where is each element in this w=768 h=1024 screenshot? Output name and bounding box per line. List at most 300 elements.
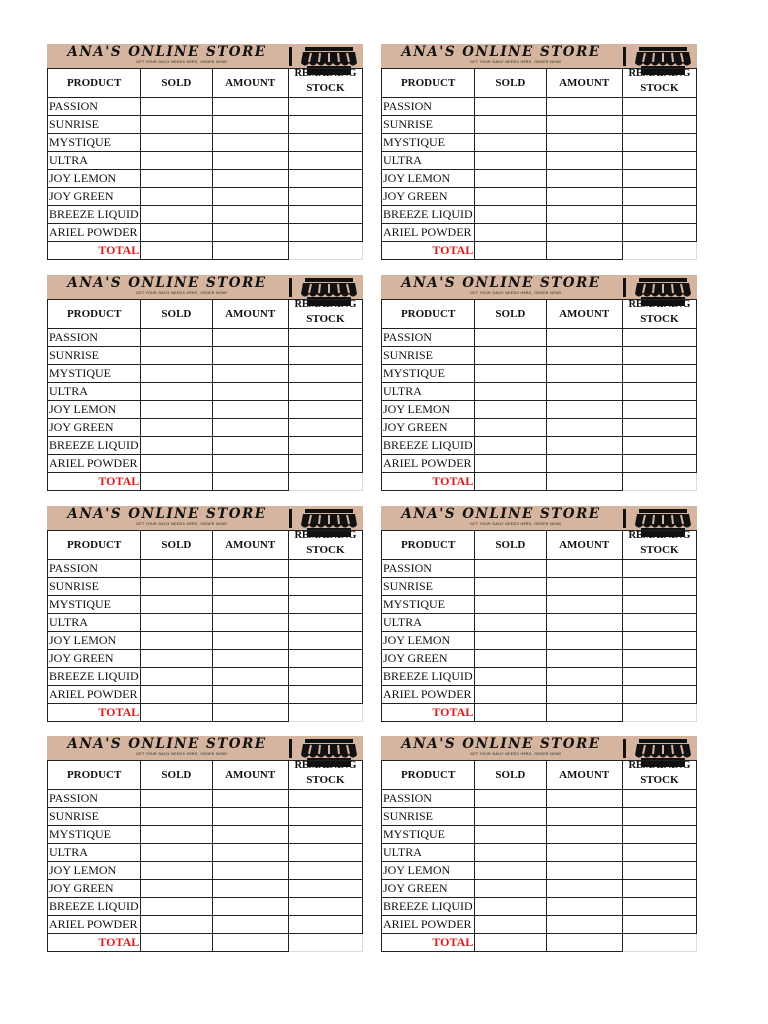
sold-cell[interactable] [475,401,546,419]
sold-cell[interactable] [475,614,546,632]
remaining-stock-cell[interactable] [288,898,362,916]
sold-cell[interactable] [475,365,546,383]
sold-cell[interactable] [141,614,212,632]
sold-cell[interactable] [475,898,546,916]
product-name: MYSTIQUE [382,826,475,844]
sold-cell[interactable] [141,898,212,916]
product-name: SUNRISE [48,347,141,365]
amount-cell[interactable] [212,329,288,347]
header-sold: SOLD [141,761,212,790]
sold-cell[interactable] [141,347,212,365]
amount-cell[interactable] [212,419,288,437]
store-banner [381,44,697,68]
product-row [48,206,363,224]
total-sold-cell[interactable] [475,704,546,722]
product-row [48,170,363,188]
product-name: MYSTIQUE [48,596,141,614]
store-banner [381,275,697,299]
store-title: ANA'S ONLINE STORE [67,736,267,752]
amount-cell[interactable] [212,596,288,614]
product-row [382,116,697,134]
banner-divider [623,47,626,66]
sold-cell[interactable] [141,578,212,596]
remaining-stock-cell[interactable] [288,560,362,578]
remaining-stock-cell[interactable] [622,916,696,934]
store-tagline: GET YOUR DAILY NEEDS HERE, ORDER NOW! [470,60,562,64]
amount-cell[interactable] [546,383,622,401]
product-row [382,686,697,704]
product-name: ARIEL POWDER [48,916,141,934]
amount-cell[interactable] [212,206,288,224]
remaining-stock-cell[interactable] [288,116,362,134]
amount-cell[interactable] [546,880,622,898]
total-remaining-cell [288,473,362,491]
header-remaining-line2: STOCK [306,774,345,786]
product-name: JOY GREEN [382,650,475,668]
remaining-stock-cell[interactable] [288,808,362,826]
remaining-stock-cell[interactable] [288,437,362,455]
sold-cell[interactable] [141,650,212,668]
amount-cell[interactable] [546,419,622,437]
remaining-stock-cell[interactable] [622,206,696,224]
amount-cell[interactable] [546,401,622,419]
store-tagline: GET YOUR DAILY NEEDS HERE, ORDER NOW! [136,291,228,295]
sold-cell[interactable] [141,844,212,862]
total-row [48,704,363,722]
amount-cell[interactable] [546,596,622,614]
product-name: MYSTIQUE [382,596,475,614]
product-name: JOY LEMON [382,401,475,419]
remaining-stock-cell[interactable] [288,650,362,668]
sold-cell[interactable] [141,668,212,686]
product-name: BREEZE LIQUID [382,668,475,686]
remaining-stock-cell[interactable] [288,916,362,934]
sold-cell[interactable] [141,916,212,934]
total-amount-cell[interactable] [212,704,288,722]
header-remaining-stock [288,300,362,329]
product-row [382,224,697,242]
remaining-stock-cell[interactable] [288,844,362,862]
sold-cell[interactable] [141,808,212,826]
product-row [382,650,697,668]
sold-cell[interactable] [475,578,546,596]
product-row [382,152,697,170]
header-remaining-line2: STOCK [640,544,679,556]
product-name: ARIEL POWDER [382,455,475,473]
remaining-stock-cell[interactable] [288,365,362,383]
total-sold-cell[interactable] [141,704,212,722]
sold-cell[interactable] [475,134,546,152]
remaining-stock-cell[interactable] [288,329,362,347]
amount-cell[interactable] [546,152,622,170]
amount-cell[interactable] [212,826,288,844]
sold-cell[interactable] [141,419,212,437]
amount-cell[interactable] [212,188,288,206]
amount-cell[interactable] [546,560,622,578]
sold-cell[interactable] [475,880,546,898]
total-sold-cell[interactable] [475,473,546,491]
sold-cell[interactable] [141,560,212,578]
product-row [48,116,363,134]
amount-cell[interactable] [212,578,288,596]
total-amount-cell[interactable] [212,242,288,260]
amount-cell[interactable] [212,632,288,650]
amount-cell[interactable] [546,206,622,224]
product-name: BREEZE LIQUID [382,206,475,224]
remaining-stock-cell[interactable] [622,116,696,134]
remaining-stock-cell[interactable] [622,365,696,383]
sold-cell[interactable] [475,170,546,188]
product-row [48,383,363,401]
sold-cell[interactable] [475,437,546,455]
remaining-stock-cell[interactable] [288,134,362,152]
amount-cell[interactable] [212,916,288,934]
remaining-stock-cell[interactable] [622,437,696,455]
total-label: TOTAL [48,473,141,491]
sold-cell[interactable] [475,916,546,934]
total-remaining-cell [288,242,362,260]
remaining-stock-cell[interactable] [288,826,362,844]
remaining-stock-cell[interactable] [288,401,362,419]
amount-cell[interactable] [212,170,288,188]
store-title: ANA'S ONLINE STORE [401,275,601,291]
sold-cell[interactable] [475,862,546,880]
sold-cell[interactable] [141,826,212,844]
sold-cell[interactable] [475,347,546,365]
total-sold-cell[interactable] [475,242,546,260]
remaining-stock-cell[interactable] [288,383,362,401]
amount-cell[interactable] [546,916,622,934]
banner-divider [289,47,292,66]
product-row [48,560,363,578]
amount-cell[interactable] [212,668,288,686]
amount-cell[interactable] [212,455,288,473]
product-name: JOY LEMON [48,632,141,650]
amount-cell[interactable] [212,347,288,365]
amount-cell[interactable] [546,826,622,844]
header-remaining-line1: REMAINING [294,760,357,771]
total-amount-cell[interactable] [212,934,288,952]
remaining-stock-cell[interactable] [288,224,362,242]
product-row [382,578,697,596]
product-name: ULTRA [382,844,475,862]
amount-cell[interactable] [212,614,288,632]
remaining-stock-cell[interactable] [622,401,696,419]
sold-cell[interactable] [141,632,212,650]
product-name: SUNRISE [382,808,475,826]
total-row [382,473,697,491]
total-label: TOTAL [382,934,475,952]
sold-cell[interactable] [475,668,546,686]
remaining-stock-cell[interactable] [622,650,696,668]
amount-cell[interactable] [546,329,622,347]
sold-cell[interactable] [475,650,546,668]
sold-cell[interactable] [141,134,212,152]
remaining-stock-cell[interactable] [622,844,696,862]
order-table [47,68,363,260]
banner-divider [289,739,292,758]
header-product: PRODUCT [382,69,475,98]
remaining-stock-cell[interactable] [288,188,362,206]
total-amount-cell[interactable] [546,242,622,260]
product-row [48,98,363,116]
header-remaining-line2: STOCK [640,774,679,786]
product-row [48,401,363,419]
store-tagline: GET YOUR DAILY NEEDS HERE, ORDER NOW! [136,60,228,64]
header-remaining-line1: REMAINING [294,299,357,310]
remaining-stock-cell[interactable] [622,898,696,916]
remaining-stock-cell[interactable] [622,455,696,473]
product-name: PASSION [48,560,141,578]
amount-cell[interactable] [546,632,622,650]
sold-cell[interactable] [141,596,212,614]
product-row [48,826,363,844]
header-remaining-line1: REMAINING [294,68,357,79]
remaining-stock-cell[interactable] [622,790,696,808]
total-sold-cell[interactable] [141,473,212,491]
sold-cell[interactable] [141,116,212,134]
remaining-stock-cell[interactable] [288,98,362,116]
total-sold-cell[interactable] [141,242,212,260]
amount-cell[interactable] [546,116,622,134]
amount-cell[interactable] [546,808,622,826]
amount-cell[interactable] [212,898,288,916]
amount-cell[interactable] [546,347,622,365]
product-row [382,632,697,650]
header-product: PRODUCT [48,69,141,98]
amount-cell[interactable] [546,98,622,116]
total-label: TOTAL [382,473,475,491]
amount-cell[interactable] [212,844,288,862]
remaining-stock-cell[interactable] [288,170,362,188]
sold-cell[interactable] [475,790,546,808]
amount-cell[interactable] [546,650,622,668]
amount-cell[interactable] [212,686,288,704]
sold-cell[interactable] [141,862,212,880]
sold-cell[interactable] [141,455,212,473]
remaining-stock-cell[interactable] [622,560,696,578]
remaining-stock-cell[interactable] [288,206,362,224]
product-name: BREEZE LIQUID [48,898,141,916]
remaining-stock-cell[interactable] [622,98,696,116]
amount-cell[interactable] [212,365,288,383]
amount-cell[interactable] [546,134,622,152]
remaining-stock-cell[interactable] [288,668,362,686]
remaining-stock-cell[interactable] [288,862,362,880]
order-table [381,68,697,260]
sold-cell[interactable] [475,826,546,844]
remaining-stock-cell[interactable] [622,578,696,596]
remaining-stock-cell[interactable] [288,686,362,704]
product-name: BREEZE LIQUID [48,206,141,224]
amount-cell[interactable] [212,650,288,668]
sold-cell[interactable] [475,844,546,862]
sold-cell[interactable] [141,401,212,419]
sold-cell[interactable] [475,419,546,437]
sold-cell[interactable] [141,170,212,188]
remaining-stock-cell[interactable] [622,668,696,686]
product-name: SUNRISE [382,116,475,134]
remaining-stock-cell[interactable] [288,347,362,365]
sold-cell[interactable] [475,455,546,473]
product-name: PASSION [48,329,141,347]
sold-cell[interactable] [475,329,546,347]
sold-cell[interactable] [141,790,212,808]
remaining-stock-cell[interactable] [622,134,696,152]
total-amount-cell[interactable] [546,934,622,952]
product-row [48,898,363,916]
remaining-stock-cell[interactable] [622,632,696,650]
remaining-stock-cell[interactable] [288,152,362,170]
amount-cell[interactable] [546,224,622,242]
amount-cell[interactable] [546,614,622,632]
amount-cell[interactable] [546,862,622,880]
header-remaining-stock [288,69,362,98]
sold-cell[interactable] [475,206,546,224]
header-sold: SOLD [475,761,546,790]
sold-cell[interactable] [141,880,212,898]
amount-cell[interactable] [212,790,288,808]
product-row [382,365,697,383]
amount-cell[interactable] [212,862,288,880]
sold-cell[interactable] [141,206,212,224]
sold-cell[interactable] [141,686,212,704]
sold-cell[interactable] [141,329,212,347]
amount-cell[interactable] [546,455,622,473]
remaining-stock-cell[interactable] [288,596,362,614]
banner-divider [623,739,626,758]
remaining-stock-cell[interactable] [622,419,696,437]
remaining-stock-cell[interactable] [622,614,696,632]
sold-cell[interactable] [141,383,212,401]
amount-cell[interactable] [212,808,288,826]
remaining-stock-cell[interactable] [622,383,696,401]
header-amount: AMOUNT [212,69,288,98]
amount-cell[interactable] [546,578,622,596]
product-row [48,578,363,596]
sold-cell[interactable] [475,116,546,134]
remaining-stock-cell[interactable] [622,188,696,206]
remaining-stock-cell[interactable] [622,329,696,347]
sold-cell[interactable] [141,437,212,455]
amount-cell[interactable] [546,437,622,455]
remaining-stock-cell[interactable] [288,419,362,437]
product-row [48,916,363,934]
sold-cell[interactable] [475,632,546,650]
amount-cell[interactable] [212,152,288,170]
sold-cell[interactable] [475,152,546,170]
product-name: ULTRA [48,383,141,401]
remaining-stock-cell[interactable] [622,686,696,704]
banner-divider [289,278,292,297]
header-product: PRODUCT [382,531,475,560]
amount-cell[interactable] [546,188,622,206]
header-amount: AMOUNT [546,531,622,560]
sold-cell[interactable] [141,188,212,206]
remaining-stock-cell[interactable] [288,578,362,596]
total-label: TOTAL [382,704,475,722]
product-row [382,826,697,844]
total-sold-cell[interactable] [475,934,546,952]
amount-cell[interactable] [212,98,288,116]
amount-cell[interactable] [212,383,288,401]
amount-cell[interactable] [546,898,622,916]
store-banner [47,736,363,760]
sold-cell[interactable] [475,560,546,578]
product-name: JOY LEMON [382,170,475,188]
amount-cell[interactable] [212,401,288,419]
amount-cell[interactable] [212,134,288,152]
remaining-stock-cell[interactable] [288,455,362,473]
amount-cell[interactable] [546,686,622,704]
total-sold-cell[interactable] [141,934,212,952]
sold-cell[interactable] [475,383,546,401]
amount-cell[interactable] [212,560,288,578]
sold-cell[interactable] [141,98,212,116]
remaining-stock-cell[interactable] [288,632,362,650]
amount-cell[interactable] [546,668,622,686]
total-amount-cell[interactable] [546,704,622,722]
remaining-stock-cell[interactable] [622,170,696,188]
order-table [381,299,697,491]
total-amount-cell[interactable] [212,473,288,491]
product-row [382,808,697,826]
amount-cell[interactable] [546,365,622,383]
remaining-stock-cell[interactable] [622,880,696,898]
remaining-stock-cell[interactable] [622,862,696,880]
amount-cell[interactable] [546,844,622,862]
product-name: PASSION [382,790,475,808]
amount-cell[interactable] [546,790,622,808]
product-name: BREEZE LIQUID [48,668,141,686]
sold-cell[interactable] [475,596,546,614]
sold-cell[interactable] [141,152,212,170]
product-row [48,365,363,383]
total-amount-cell[interactable] [546,473,622,491]
remaining-stock-cell[interactable] [622,224,696,242]
product-row [48,790,363,808]
sold-cell[interactable] [475,188,546,206]
remaining-stock-cell[interactable] [622,826,696,844]
product-name: MYSTIQUE [48,365,141,383]
remaining-stock-cell[interactable] [622,808,696,826]
remaining-stock-cell[interactable] [288,880,362,898]
order-table [47,760,363,952]
amount-cell[interactable] [212,880,288,898]
remaining-stock-cell[interactable] [622,152,696,170]
remaining-stock-cell[interactable] [288,614,362,632]
remaining-stock-cell[interactable] [288,790,362,808]
total-remaining-cell [622,242,696,260]
amount-cell[interactable] [212,437,288,455]
product-name: SUNRISE [48,578,141,596]
product-name: ARIEL POWDER [382,916,475,934]
order-card [47,736,363,949]
remaining-stock-cell[interactable] [622,596,696,614]
amount-cell[interactable] [212,116,288,134]
sold-cell[interactable] [141,224,212,242]
sold-cell[interactable] [141,365,212,383]
sold-cell[interactable] [475,808,546,826]
product-name: PASSION [48,790,141,808]
sold-cell[interactable] [475,686,546,704]
amount-cell[interactable] [212,224,288,242]
remaining-stock-cell[interactable] [622,347,696,365]
sold-cell[interactable] [475,224,546,242]
product-row [48,808,363,826]
amount-cell[interactable] [546,170,622,188]
sold-cell[interactable] [475,98,546,116]
